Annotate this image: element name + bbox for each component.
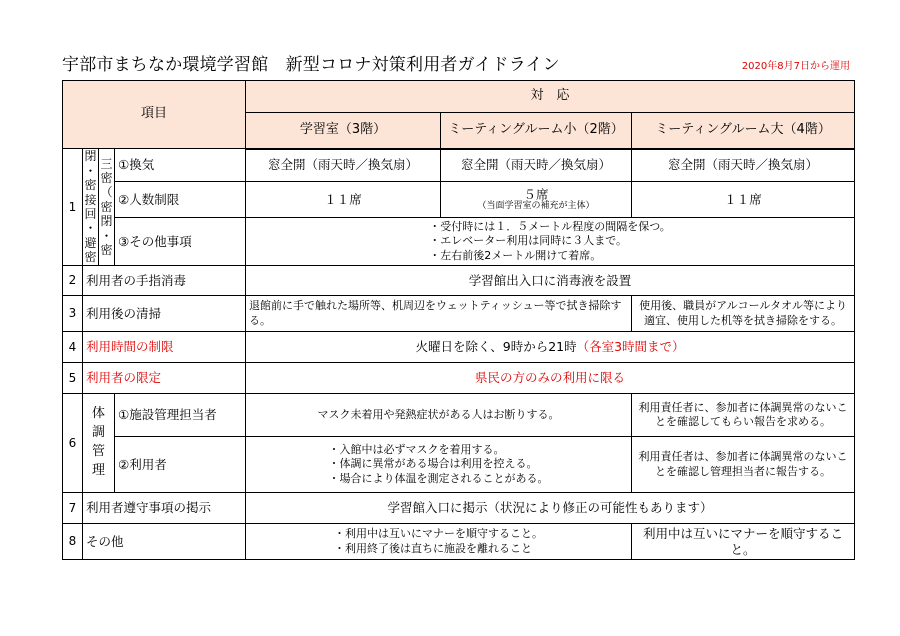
ventilation-study-room: 窓全開（雨天時／換気扇） — [246, 149, 441, 182]
page-title: 宇部市まちなか環境学習館 新型コロナ対策利用者ガイドライン — [62, 55, 560, 75]
hand-sanitize-label: 利用者の手指消毒 — [83, 266, 246, 296]
guideline-table — [62, 80, 855, 560]
header-col-meeting-small: ミーティングルーム小（2階） — [441, 113, 632, 149]
header-item: 項目 — [63, 81, 246, 149]
facility-manager-label: ①施設管理担当者 — [115, 394, 246, 437]
sanmitsu-group-b: 三 密 （ 密 閉 ・ 密 — [99, 149, 115, 266]
capacity-meeting-small: ５席 （当面学習室の補充が主体） — [441, 182, 632, 218]
header-col-study-room: 学習室（3階） — [246, 113, 441, 149]
user-content: ・入館中は必ずマスクを着用する。 ・体調に異常がある場合は利用を控える。 ・場合により体温を測定されることがある。 — [246, 437, 632, 493]
other-content: ・受付時には１．５メートル程度の間隔を保つ。 ・エレベーター利用は同時に３人まで。 ・左右前後2メートル開けて着席。 — [246, 218, 855, 266]
cleaning-content-staff: 使用後、職員がアルコールタオル等により適宜、使用した机等を拭き掃除をする。 — [632, 296, 855, 332]
misc-content: ・利用中は互いにマナーを順守すること。 ・利用終了後は直ちに施設を離れること — [246, 524, 632, 560]
time-limit-content: 火曜日を除く、9時から21時（各室3時間まで） — [246, 332, 855, 363]
cleaning-content-user: 退館前に手で触れた場所等、机周辺をウェットティッシュー等で拭き掃除する。 — [246, 296, 632, 332]
capacity-note: （当面学習室の補充が主体） — [477, 201, 595, 212]
row-number: 6 — [63, 394, 83, 493]
time-limit-per-room: （各室3時間まで） — [576, 339, 685, 355]
effective-date: 2020年8月7日から運用 — [741, 61, 850, 72]
sanmitsu-group-a: 閉 ・ 密 接 回 ・ 避 密 — [84, 149, 97, 265]
capacity-label: ②人数制限 — [115, 182, 246, 218]
health-management-group: 体 調 管 理 — [83, 394, 115, 493]
header-response: 対 応 — [246, 81, 855, 113]
row-number: 3 — [63, 296, 83, 332]
row-number: 1 — [63, 149, 83, 266]
row-number: 8 — [63, 524, 83, 560]
notice-content: 学習館入口に掲示（状況により修正の可能性もあります） — [246, 493, 855, 524]
ventilation-meeting-small: 窓全開（雨天時／換気扇） — [441, 149, 632, 182]
user-restriction-content: 県民の方のみの利用に限る — [246, 363, 855, 394]
row-number: 2 — [63, 266, 83, 296]
facility-manager-content: マスク未着用や発熱症状がある人はお断りする。 — [246, 394, 632, 437]
ventilation-meeting-large: 窓全開（雨天時／換気扇） — [632, 149, 855, 182]
user-restriction-label: 利用者の限定 — [83, 363, 246, 394]
cleaning-label: 利用後の清掃 — [83, 296, 246, 332]
notice-label: 利用者遵守事項の掲示 — [83, 493, 246, 524]
row-number: 7 — [63, 493, 83, 524]
row-number: 4 — [63, 332, 83, 363]
capacity-study-room: １１席 — [246, 182, 441, 218]
misc-label: その他 — [83, 524, 246, 560]
user-label: ②利用者 — [115, 437, 246, 493]
other-label: ③その他事項 — [115, 218, 246, 266]
misc-note: 利用中は互いにマナーを順守すること。 — [632, 524, 855, 560]
time-limit-label: 利用時間の制限 — [83, 332, 246, 363]
ventilation-label: ①換気 — [115, 149, 246, 182]
header-col-meeting-large: ミーティングルーム大（4階） — [632, 113, 855, 149]
hand-sanitize-content: 学習館出入口に消毒液を設置 — [246, 266, 855, 296]
row-number: 5 — [63, 363, 83, 394]
user-note: 利用責任者は、参加者に体調異常のないことを確認し管理担当者に報告する。 — [632, 437, 855, 493]
capacity-meeting-large: １１席 — [632, 182, 855, 218]
facility-manager-note: 利用責任者に、参加者に体調異常のないことを確認してもらい報告を求める。 — [632, 394, 855, 437]
